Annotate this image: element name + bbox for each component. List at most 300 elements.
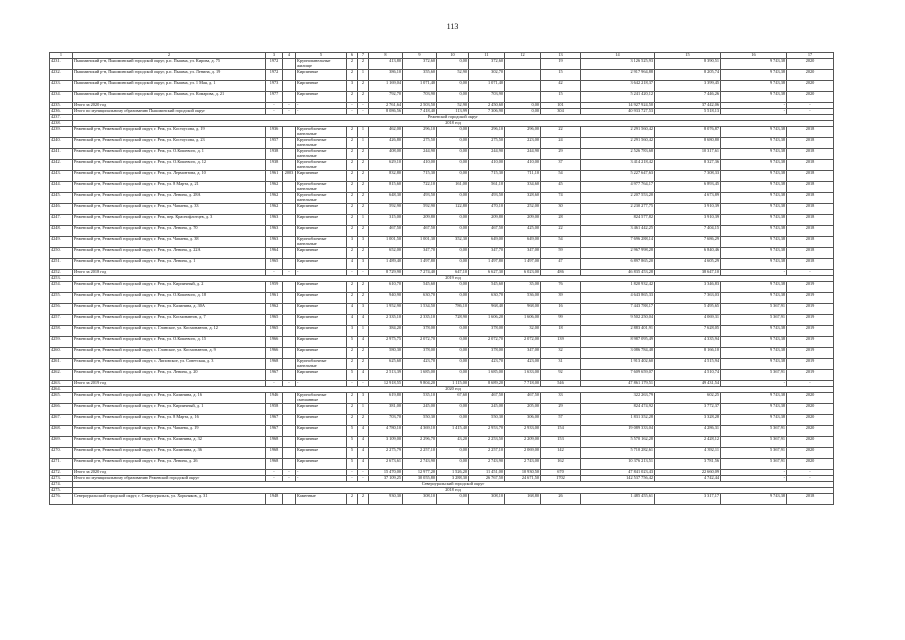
table-cell: 1 071,40 [403,81,437,92]
row-number: 4252. [50,270,73,276]
table-cell: 1 685,00 [469,370,505,381]
row-number: 4242. [50,160,73,171]
table-cell: 0,00 [437,326,469,337]
table-cell: - [296,270,347,276]
table-cell: 2019 [787,348,834,359]
table-cell: 423,00 [505,359,541,370]
address-cell: Режевской р-н, Режевской городской округ, г. Реж, ул. Лермонтова, д. 10 [73,171,266,182]
table-cell: - [283,470,296,476]
table-cell: 244,90 [403,149,437,160]
table-row [50,315,834,326]
section-title: 2019 год [73,276,834,282]
table-cell: 1 071,40 [469,81,505,92]
table-cell: 3 288,30 [437,476,469,482]
table-cell: 550,30 [403,415,437,426]
row-number: 4263. [50,381,73,387]
table-cell: 1 497,80 [403,259,437,270]
table-cell: 0,00 [437,193,469,204]
table-cell: 4 510,74 [655,370,721,381]
table-cell: 1963 [266,215,283,226]
table-cell: 9 743,38 [721,248,787,259]
table-cell: 2020 [787,70,834,81]
table-cell: - [347,109,358,115]
table-cell: 2 [347,293,358,304]
table-cell: 3 [347,81,358,92]
table-cell: 2 [347,92,358,103]
table-cell: 1959 [266,282,283,293]
table-cell: 209,00 [505,215,541,226]
row-number: 4271. [50,459,73,470]
table-cell: 9 743,38 [721,415,787,426]
table-cell: 1965 [266,315,283,326]
table-cell: 2019 [787,326,834,337]
table-cell: 1961 [266,293,283,304]
row-number: 4270. [50,448,73,459]
table-cell: 2 [347,70,358,81]
table-cell [283,70,296,81]
table-cell: 296,10 [403,127,437,138]
table-cell: 670 [541,470,581,476]
table-cell: - [283,109,296,115]
table-cell: 9 743,38 [721,359,787,370]
row-number: 4254. [50,282,73,293]
table-cell: 629,10 [369,160,403,171]
table-cell: 7 443 788,17 [581,304,655,315]
table-cell: Кирпичные [296,326,347,337]
table-cell: 209,80 [403,215,437,226]
table-cell: 2 [358,81,369,92]
table-cell: Кирпичные [296,426,347,437]
table-cell: 2 743,90 [403,459,437,470]
table-cell: 223,00 [505,138,541,149]
table-cell: 1 952,90 [369,304,403,315]
column-number: 10 [437,53,469,59]
table-cell: 49 431,54 [655,381,721,387]
table-cell: 2 526 783,68 [581,149,655,160]
column-number: 4 [283,53,296,59]
table-cell: - [358,109,369,115]
table-cell: - [721,476,787,482]
table-cell [283,404,296,415]
table-cell: 47 841 023,43 [581,470,655,476]
table-cell: 54 [541,237,581,248]
address-cell: Режевской р-н, Режевской городской округ, г. Реж, ул. О.Кошевого, д. 1 [73,149,266,160]
table-cell: 38 647,10 [655,270,721,276]
table-cell: 0,00 [437,404,469,415]
table-cell: 630,70 [469,293,505,304]
row-number: 4253. [50,276,73,282]
table-cell: 0,00 [437,494,469,505]
table-cell [283,81,296,92]
table-cell: - [721,270,787,276]
table-cell: 9 743,38 [721,149,787,160]
table-cell: 4 [358,426,369,437]
table-cell: 244,90 [505,149,541,160]
table-cell: 3 414 218,42 [581,160,655,171]
table-cell: 4 605,29 [655,259,721,270]
table-cell: 2 [358,59,369,70]
table-cell [283,426,296,437]
table-cell: 2020 [787,393,834,404]
table-cell: 2 [347,226,358,237]
table-cell: 8 390,51 [655,59,721,70]
table-cell [283,415,296,426]
table-row [50,370,834,381]
table-row [50,182,834,193]
table-cell: 2 [358,149,369,160]
table-cell: 2 275,79 [369,448,403,459]
table-cell: 168,80 [505,494,541,505]
column-number: 5 [296,53,347,59]
table-row [50,437,834,448]
table-cell: 5 227 647,63 [581,171,655,182]
table-cell: 7 686,29 [655,237,721,248]
table-cell: 5 [347,370,358,381]
table-cell: 467,50 [403,226,437,237]
table-cell: Крупноблочные смешанные [296,393,347,404]
table-cell: 142 [541,448,581,459]
table-cell: 347,70 [403,248,437,259]
table-cell: 652,00 [369,248,403,259]
table-row [50,494,834,505]
table-cell: 1 001,50 [369,237,403,248]
table-cell [283,237,296,248]
table-cell: 824 577,82 [581,215,655,226]
table-cell: 1938 [266,149,283,160]
table-cell: - [787,103,834,109]
table-cell: 561,10 [469,182,505,193]
address-cell: Режевской р-н, Режевской городской округ, г. Реж, ул. Чапаева, д. 33 [73,204,266,215]
table-cell: 2018 [787,138,834,149]
table-cell: 4 [358,337,369,348]
table-cell: 5 367,91 [721,459,787,470]
table-cell: 0,00 [437,138,469,149]
table-cell: Кирпичные [296,348,347,359]
table-cell [283,182,296,193]
table-cell [283,459,296,470]
row-number: 4258. [50,326,73,337]
table-cell: 1 [358,70,369,81]
table-cell: 9 743,38 [721,193,787,204]
table-cell: 462,00 [369,127,403,138]
row-number: 4248. [50,226,73,237]
table-cell: 9 743,38 [721,204,787,215]
table-cell: 6 840,46 [655,248,721,259]
table-cell: 2 975,75 [369,337,403,348]
column-number: 7 [358,53,369,59]
section-title: Режевской городской округ [73,115,834,121]
table-cell: 2 335,10 [403,315,437,326]
table-cell [283,293,296,304]
table-cell: 1 606,20 [469,315,505,326]
table-cell: 5 [347,448,358,459]
table-cell: 410,00 [403,160,437,171]
table-cell: 0,00 [437,171,469,182]
table-cell: Крупноблочные панельные [296,182,347,193]
table-cell: 28 [541,215,581,226]
table-cell: 9 743,38 [721,293,787,304]
table-cell [283,437,296,448]
table-cell: 1 001,30 [403,237,437,248]
table-cell [283,204,296,215]
table-cell: 2 [347,282,358,293]
table-cell: 786,10 [437,304,469,315]
table-cell: 5 [347,437,358,448]
table-cell: 1946 [266,393,283,404]
table-cell: 2 [347,348,358,359]
table-cell: 7 609 659,07 [581,370,655,381]
table-cell: 8 076,87 [655,127,721,138]
table-cell: 5 367,91 [721,315,787,326]
row-number: 4243. [50,171,73,182]
table-cell: 1964 [266,248,283,259]
table-row [50,304,834,315]
table-cell: 2018 [787,215,834,226]
address-cell: Режевской р-н, Режевской городской округ, г. Реж, ул. Кирпичный, д. 1 [73,404,266,415]
table-cell: 2 953,70 [469,426,505,437]
table-cell: - [296,109,347,115]
table-cell: 2 503,50 [403,103,437,109]
table-cell: 1968 [266,459,283,470]
table-cell: 2 [347,359,358,370]
row-number: 4251. [50,259,73,270]
table-cell: 7 628,05 [655,326,721,337]
table-cell [283,138,296,149]
table-cell: 1 [358,138,369,149]
table-cell: 3 910,39 [655,215,721,226]
table-cell: 2 [358,204,369,215]
table-cell: 1966 [266,348,283,359]
table-cell: 2019 [787,370,834,381]
table-cell: 9 743,38 [721,337,787,348]
table-cell: 1962 [266,193,283,204]
table-cell: 5 710 282,61 [581,448,655,459]
table-cell: 4 742,44 [655,476,721,482]
table-cell: 423,70 [469,359,505,370]
table-cell: 2018 [787,259,834,270]
table-cell: - [358,103,369,109]
row-number: 4246. [50,204,73,215]
table-cell: 3 [358,259,369,270]
table-cell: 3 399,45 [655,81,721,92]
table-cell: 308,10 [403,494,437,505]
column-number: 1 [50,53,73,59]
table-cell: 5 367,91 [721,304,787,315]
table-cell [283,248,296,259]
table-cell: 4 369,10 [403,426,437,437]
table-cell: 2 [358,160,369,171]
table-cell: - [787,470,834,476]
table-cell: 1 633,00 [505,370,541,381]
table-cell: 1966 [266,337,283,348]
table-cell: 3 328,28 [655,415,721,426]
table-cell: 550,30 [469,415,505,426]
table-cell: 1 497,80 [469,259,505,270]
table-cell: 9 743,38 [721,259,787,270]
table-cell: 4 673,89 [655,193,721,204]
table-cell: 31 [541,359,581,370]
address-cell: Пышминский р-н, Пышминский городской округ, р.п. Пышма, ул. Комарова, д. 21 [73,92,266,103]
table-cell: 1963 [266,237,283,248]
table-cell: Кирпичные [296,282,347,293]
table-cell: 46 835 453,28 [581,270,655,276]
table-cell: 3 [347,326,358,337]
table-cell: 15 [541,92,581,103]
table-cell: Крупноблочные панельные [296,193,347,204]
table-cell: 7 363,03 [655,293,721,304]
table-cell: 536,00 [505,293,541,304]
table-cell: 9 743,38 [721,160,787,171]
table-cell: 9 743,38 [721,237,787,248]
table-cell: 3 781,56 [655,459,721,470]
table-cell [283,226,296,237]
table-cell: 315,00 [369,215,403,226]
table-cell: 14 927 924,50 [581,103,655,109]
table-cell: 2018 [787,160,834,171]
table-cell: 9 743,38 [721,326,787,337]
table-cell: 2 673,61 [369,459,403,470]
row-number: 4235. [50,103,73,109]
table-cell: 209,80 [469,215,505,226]
table-cell: 2018 [787,226,834,237]
table-cell: 2 [347,494,358,505]
table-cell: 1968 [266,359,283,370]
table-cell: 67,60 [437,393,469,404]
table-cell: 4 643 865,33 [581,293,655,304]
table-cell: 1 497,00 [505,259,541,270]
table-cell: Кирпичные [296,404,347,415]
address-cell: Пышминский р-н, Пышминский городской округ, р.п. Пышма, ул. 1 Мая, д. 1 [73,81,266,92]
table-cell: 2 253,50 [469,437,505,448]
address-cell: Режевской р-н, Режевской городской округ, г. Реж, ул. Калинина, д. 30А [73,304,266,315]
table-row [50,149,834,160]
table-cell: 6 023,00 [505,270,541,276]
table-row [50,70,834,81]
table-cell: 2018 [787,248,834,259]
table-cell: 1967 [266,415,283,426]
table-cell: Кирпичные [296,315,347,326]
table-cell: 32,00 [505,326,541,337]
section-title: Североуральский городской округ [73,482,834,488]
table-cell: 2 [347,415,358,426]
table-cell: 275,50 [403,138,437,149]
table-cell: 7 306,90 [469,109,505,115]
table-cell: 1962 [266,304,283,315]
table-cell: Крупноблочные панельные [296,149,347,160]
table-cell: 0,00 [437,448,469,459]
table-cell: 2 933,00 [505,426,541,437]
table-cell: 2 291 560,42 [581,138,655,149]
row-number: 4261. [50,359,73,370]
table-cell: 0,00 [437,282,469,293]
row-number: 4238. [50,121,73,127]
table-row [50,348,834,359]
table-cell: 378,00 [469,348,505,359]
table-cell: 3 126 525,93 [581,59,655,70]
table-cell: 0,00 [437,359,469,370]
table-cell: 592,90 [403,204,437,215]
table-cell: 8 166,10 [655,348,721,359]
table-cell: 6 627,30 [469,270,505,276]
table-cell: 1 [358,127,369,138]
table-cell: 2 072,00 [505,337,541,348]
table-cell: 22 [541,127,581,138]
table-cell: 2 [347,138,358,149]
table-cell: Крупноблочные панельные [296,160,347,171]
row-number: 4233. [50,81,73,92]
address-cell: Итого за 2020 год [73,103,266,109]
table-cell: 4 [347,259,358,270]
table-cell: 4 977 764,17 [581,182,655,193]
table-cell: 139 [541,337,581,348]
table-cell: Кирпичные [296,226,347,237]
table-cell: 9 743,38 [721,393,787,404]
table-cell: 2 [358,293,369,304]
table-cell: 162 [541,459,581,470]
table-cell [283,337,296,348]
table-cell: 37 [541,160,581,171]
table-cell: 2020 [787,81,834,92]
table-cell: 142 537 756,42 [581,476,655,482]
table-cell: 2020 [787,92,834,103]
table-cell: - [721,103,787,109]
address-cell: Режевской р-н, Режевской городской округ, г. Реж, ул. Костоусова, д. 19 [73,127,266,138]
address-cell: Режевской р-н, Режевской городской округ, г. Реж, ул. Кирпичный, д. 2 [73,282,266,293]
table-cell: 930,30 [369,494,403,505]
column-number: 9 [403,53,437,59]
table-cell: 426,80 [369,138,403,149]
table-row [50,448,834,459]
table-cell: 1948 [266,494,283,505]
table-cell: 2 [347,149,358,160]
column-number: 14 [581,53,655,59]
table-cell: 3 086 784,48 [581,348,655,359]
table-cell: 2019 [787,359,834,370]
table-row [50,138,834,149]
row-number: 4245. [50,193,73,204]
table-cell: 9 743,38 [721,59,787,70]
table-cell: Кирпичные [296,248,347,259]
table-cell: 2 [347,171,358,182]
table-cell [283,160,296,171]
address-cell: Пышминский р-н, Пышминский городской округ, р.п. Пышма, ул. Кирова, д. 75 [73,59,266,70]
table-cell [505,70,541,81]
table-cell: 372,60 [403,59,437,70]
row-number: 4276. [50,494,73,505]
table-cell: 9 743,38 [721,171,787,182]
table-cell: 0,00 [437,293,469,304]
table-cell [283,448,296,459]
table-cell [283,92,296,103]
table-cell: 2003 [283,171,296,182]
table-row [50,171,834,182]
table-cell: 4 [358,370,369,381]
address-cell: Режевской р-н, Режевской городской округ, с. Липовское, ул. Советская, д. 3 [73,359,266,370]
table-cell: 1973 [266,81,283,92]
row-number: 4232. [50,70,73,81]
table-cell: 1 415,40 [437,426,469,437]
table-cell: Крупнопанельные жилище [296,59,347,70]
column-number: 15 [655,53,721,59]
table-cell: 649,00 [469,237,505,248]
table-cell: 2 [358,348,369,359]
table-cell: 8 689,20 [469,381,505,387]
table-cell: 470,10 [469,204,505,215]
table-cell: 32 [541,348,581,359]
table-cell: 5 367,91 [721,448,787,459]
table-cell: 1957 [266,138,283,149]
table-cell: 12 977,20 [403,470,437,476]
